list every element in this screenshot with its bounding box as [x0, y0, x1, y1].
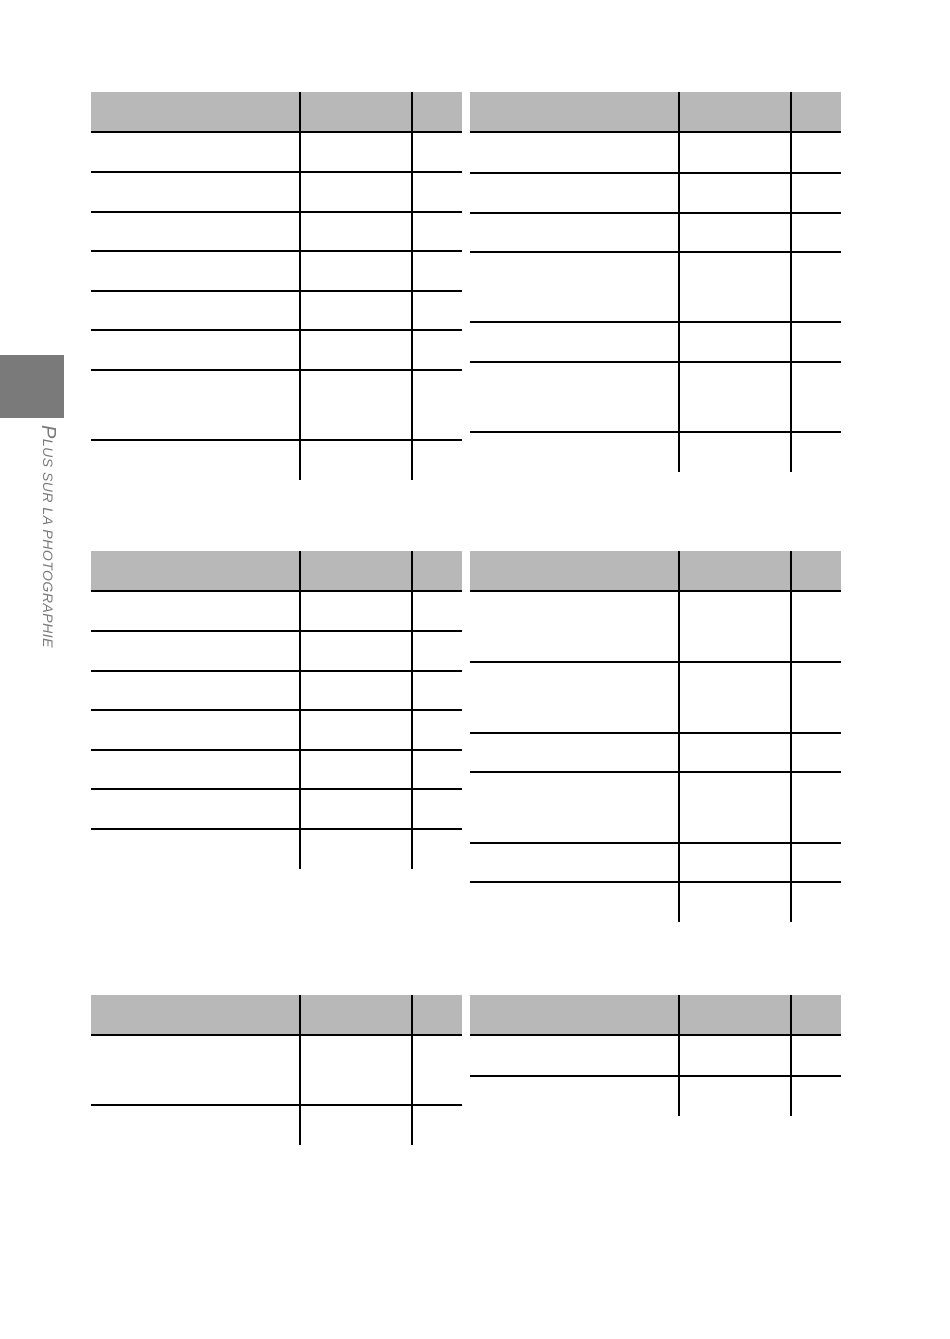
- column-divider: [411, 371, 413, 439]
- column-divider: [411, 995, 413, 1034]
- column-divider: [790, 253, 792, 321]
- table-row: [470, 1077, 841, 1116]
- column-divider: [299, 551, 301, 590]
- table-row: [91, 751, 462, 790]
- column-divider: [678, 734, 680, 771]
- table-row: [470, 592, 841, 663]
- column-divider: [299, 790, 301, 828]
- table-middle-right: [470, 551, 841, 922]
- table-row: [470, 734, 841, 773]
- table-middle-left: [91, 551, 462, 869]
- table-row: [91, 790, 462, 830]
- column-divider: [411, 1106, 413, 1145]
- column-divider: [790, 551, 792, 590]
- column-divider: [678, 1077, 680, 1116]
- column-divider: [411, 751, 413, 788]
- column-divider: [678, 883, 680, 922]
- table-header: [91, 995, 462, 1036]
- table-row: [91, 213, 462, 252]
- table-row: [91, 632, 462, 672]
- column-divider: [678, 995, 680, 1034]
- table-row: [470, 773, 841, 844]
- table-header: [470, 551, 841, 592]
- column-divider: [411, 551, 413, 590]
- column-divider: [411, 133, 413, 171]
- table-row: [91, 371, 462, 441]
- table-bottom-left: [91, 995, 462, 1145]
- column-divider: [299, 292, 301, 329]
- column-divider: [678, 773, 680, 842]
- column-divider: [678, 363, 680, 431]
- column-divider: [790, 734, 792, 771]
- column-divider: [299, 711, 301, 749]
- table-row: [91, 441, 462, 480]
- column-divider: [299, 592, 301, 630]
- column-divider: [678, 214, 680, 251]
- column-divider: [299, 213, 301, 250]
- column-divider: [411, 292, 413, 329]
- column-divider: [411, 672, 413, 709]
- column-divider: [678, 323, 680, 361]
- column-divider: [678, 663, 680, 732]
- column-divider: [299, 371, 301, 439]
- column-divider: [678, 133, 680, 172]
- table-row: [470, 433, 841, 472]
- column-divider: [790, 592, 792, 661]
- table-top-right: [470, 92, 841, 472]
- table-row: [91, 292, 462, 331]
- column-divider: [411, 213, 413, 250]
- column-divider: [299, 92, 301, 131]
- column-divider: [411, 830, 413, 869]
- table-top-left: [91, 92, 462, 480]
- table-row: [470, 174, 841, 214]
- table-row: [470, 1036, 841, 1077]
- column-divider: [678, 551, 680, 590]
- column-divider: [678, 92, 680, 131]
- table-row: [91, 133, 462, 173]
- column-divider: [790, 1036, 792, 1075]
- table-row: [470, 214, 841, 253]
- column-divider: [411, 790, 413, 828]
- table-row: [91, 1106, 462, 1145]
- column-divider: [678, 592, 680, 661]
- table-row: [91, 672, 462, 711]
- column-divider: [411, 252, 413, 290]
- column-divider: [678, 253, 680, 321]
- column-divider: [790, 773, 792, 842]
- column-divider: [790, 663, 792, 732]
- column-divider: [411, 632, 413, 670]
- column-divider: [790, 844, 792, 881]
- table-row: [470, 323, 841, 363]
- column-divider: [299, 1036, 301, 1104]
- column-divider: [790, 883, 792, 922]
- table-header: [470, 92, 841, 133]
- table-row: [470, 844, 841, 883]
- table-bottom-right: [470, 995, 841, 1116]
- column-divider: [299, 995, 301, 1034]
- column-divider: [790, 433, 792, 472]
- table-row: [91, 252, 462, 292]
- column-divider: [790, 174, 792, 212]
- chapter-title: [36, 425, 59, 648]
- column-divider: [678, 1036, 680, 1075]
- table-row: [470, 663, 841, 734]
- column-divider: [678, 174, 680, 212]
- column-divider: [790, 995, 792, 1034]
- column-divider: [790, 363, 792, 431]
- column-divider: [299, 441, 301, 480]
- table-row: [91, 592, 462, 632]
- column-divider: [299, 751, 301, 788]
- column-divider: [299, 252, 301, 290]
- column-divider: [790, 133, 792, 172]
- column-divider: [299, 830, 301, 869]
- table-row: [470, 883, 841, 922]
- table-row: [91, 173, 462, 213]
- table-row: [470, 133, 841, 174]
- column-divider: [790, 214, 792, 251]
- column-divider: [678, 844, 680, 881]
- table-row: [470, 253, 841, 323]
- column-divider: [411, 92, 413, 131]
- chapter-title-rest: LUS SUR LA PHOTOGRAPHIE: [40, 438, 56, 648]
- column-divider: [411, 711, 413, 749]
- column-divider: [411, 592, 413, 630]
- column-divider: [790, 92, 792, 131]
- column-divider: [299, 173, 301, 211]
- column-divider: [299, 672, 301, 709]
- table-row: [470, 363, 841, 433]
- table-row: [91, 711, 462, 751]
- table-header: [91, 92, 462, 133]
- column-divider: [790, 1077, 792, 1116]
- table-row: [91, 1036, 462, 1106]
- column-divider: [411, 331, 413, 369]
- table-row: [91, 331, 462, 371]
- table-row: [91, 830, 462, 869]
- column-divider: [411, 441, 413, 480]
- column-divider: [299, 331, 301, 369]
- column-divider: [299, 133, 301, 171]
- column-divider: [790, 323, 792, 361]
- table-header: [470, 995, 841, 1036]
- column-divider: [299, 632, 301, 670]
- column-divider: [299, 1106, 301, 1145]
- column-divider: [411, 1036, 413, 1104]
- table-header: [91, 551, 462, 592]
- column-divider: [678, 433, 680, 472]
- chapter-title-cap: P: [37, 425, 59, 439]
- chapter-tab: [0, 355, 64, 418]
- column-divider: [411, 173, 413, 211]
